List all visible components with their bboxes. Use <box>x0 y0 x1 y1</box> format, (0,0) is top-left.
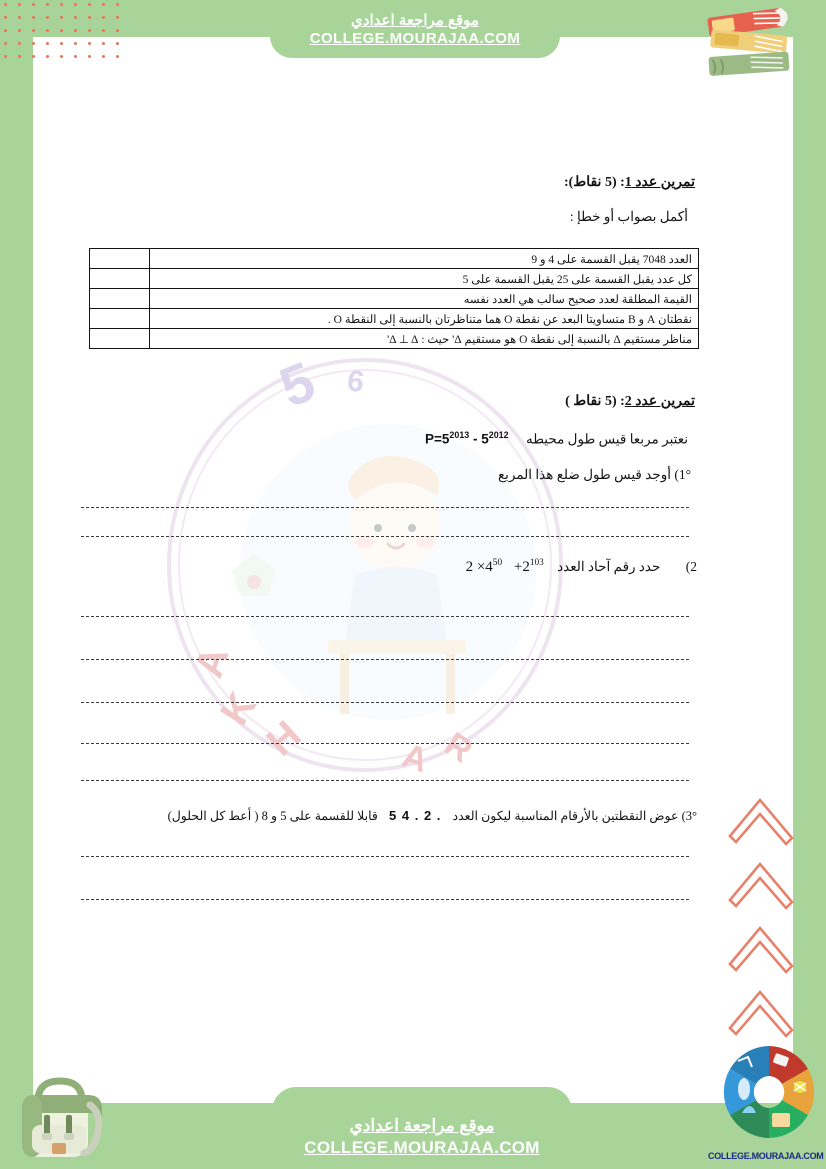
dot <box>102 16 105 19</box>
row-statement: العدد 7048 يقبل القسمة على 4 و 9 <box>150 249 699 269</box>
exercise-document <box>33 37 793 1103</box>
exercise2-question1 <box>498 467 691 483</box>
q3-text-before: عوض النقطتين بالأرقام المناسبة ليكون العدد <box>452 809 679 823</box>
answer-line[interactable] <box>81 702 689 703</box>
exercise1-heading <box>564 174 695 191</box>
logo-caption: COLLEGE.MOURAJAA.COM <box>708 1151 824 1161</box>
dot <box>32 29 35 32</box>
dot <box>74 29 77 32</box>
header-site-url: COLLEGE.MOURAJAA.COM <box>309 30 521 47</box>
answer-line[interactable] <box>81 507 689 508</box>
dot <box>18 42 21 45</box>
row-answer-cell[interactable] <box>90 269 150 289</box>
dot <box>4 29 7 32</box>
dot <box>60 29 63 32</box>
exponent-50: 50 <box>492 558 503 568</box>
factor-2: 2 × <box>465 559 486 575</box>
answer-line[interactable] <box>81 536 689 537</box>
base-4: 4 <box>485 559 493 575</box>
dot <box>18 55 21 58</box>
row-statement: مناظر مستقيم Δ بالنسبة إلى نقطة O هو مستقيم Δ' حيث : Δ ⊥ Δ' <box>150 329 699 349</box>
svg-text:R: R <box>437 725 480 771</box>
svg-text:H: H <box>258 712 310 765</box>
formula-p-equals: P=5 <box>425 431 450 447</box>
answer-line[interactable] <box>81 899 689 900</box>
dot <box>18 3 21 6</box>
row-answer-cell[interactable] <box>90 289 150 309</box>
table-row <box>90 289 699 309</box>
table-row <box>90 309 699 329</box>
dot <box>4 16 7 19</box>
q2-label: 2) <box>685 559 697 574</box>
dot <box>88 3 91 6</box>
dot <box>18 16 21 19</box>
q1-text: أوجد قيس طول ضلع هذا المربع <box>497 467 671 482</box>
exercise1-instruction: أكمل بصواب أو خطإ : <box>569 209 688 224</box>
q1-label: 1°) <box>674 467 691 482</box>
table-body <box>90 249 699 349</box>
table-row <box>90 269 699 289</box>
dot <box>74 3 77 6</box>
svg-text:A: A <box>397 736 433 780</box>
exercise1-title: تمرين عدد 1 <box>624 175 695 190</box>
dot <box>88 29 91 32</box>
plus-sign: + <box>513 559 523 575</box>
svg-text:K: K <box>212 684 265 733</box>
exercise2-title: تمرين عدد 2 <box>624 394 695 409</box>
dot <box>102 3 105 6</box>
exercise2-question3 <box>168 808 697 824</box>
exercise2-intro <box>425 430 688 448</box>
dot <box>46 3 49 6</box>
dot <box>102 29 105 32</box>
answer-line[interactable] <box>81 659 689 660</box>
table-row <box>90 329 699 349</box>
intro-text: نعتبر مربعا قيس طول محيطه <box>525 431 688 447</box>
dot <box>74 16 77 19</box>
q3-number-placeholder: 5 4 . 2 . <box>389 808 442 823</box>
footer-site-url: COLLEGE.MOURAJAA.COM <box>304 1138 540 1157</box>
q2-text: حدد رقم آحاد العدد <box>557 559 661 574</box>
dot <box>116 16 119 19</box>
row-answer-cell[interactable] <box>90 309 150 329</box>
row-statement: نقطتان A و B متساويتا البعد عن نقطة O هما متناظرتان بالنسبة إلى النقطة O . <box>150 309 699 329</box>
svg-text:5: 5 <box>270 350 324 420</box>
dot <box>4 3 7 6</box>
row-answer-cell[interactable] <box>90 249 150 269</box>
table-row <box>90 249 699 269</box>
q3-text-after: قابلا للقسمة على 5 و 8 ( أعط كل الحلول) <box>167 809 378 823</box>
dot <box>88 16 91 19</box>
dot <box>4 42 7 45</box>
dot <box>116 29 119 32</box>
exercise1-points: : (5 نقاط): <box>563 175 625 190</box>
dot <box>32 3 35 6</box>
exercise2-heading <box>565 393 695 410</box>
header-title-arabic: موقع مراجعة اعدادي <box>351 12 479 29</box>
exponent-103: 103 <box>529 558 544 568</box>
row-statement: القيمة المطلقة لعدد صحيح سالب هي العدد نفسه <box>150 289 699 309</box>
dot <box>60 3 63 6</box>
footer-title-arabic: موقع مراجعة اعدادي <box>349 1116 495 1135</box>
dot <box>116 3 119 6</box>
svg-text:6: 6 <box>345 364 367 400</box>
row-answer-cell[interactable] <box>90 329 150 349</box>
dot <box>46 29 49 32</box>
q2-formula <box>466 558 544 576</box>
exponent-2012: 2012 <box>488 430 509 440</box>
q3-label: 3°) <box>681 809 697 823</box>
dot <box>46 16 49 19</box>
answer-line[interactable] <box>81 743 689 744</box>
row-statement: كل عدد يقبل القسمة على 25 يقبل القسمة على 5 <box>150 269 699 289</box>
formula-minus-5: - 5 <box>473 431 489 447</box>
exponent-2013: 2013 <box>449 430 470 440</box>
dot <box>32 16 35 19</box>
exercise2-points: : (5 نقاط ) <box>565 394 625 409</box>
base-2: 2 <box>522 559 530 575</box>
dot <box>60 16 63 19</box>
perimeter-formula <box>425 430 509 447</box>
answer-line[interactable] <box>81 616 689 617</box>
answer-line[interactable] <box>81 780 689 781</box>
true-false-table <box>89 248 699 349</box>
dot <box>4 55 7 58</box>
svg-text:A: A <box>186 641 238 683</box>
answer-line[interactable] <box>81 856 689 857</box>
dot <box>18 29 21 32</box>
exercise2-question2 <box>466 558 697 576</box>
